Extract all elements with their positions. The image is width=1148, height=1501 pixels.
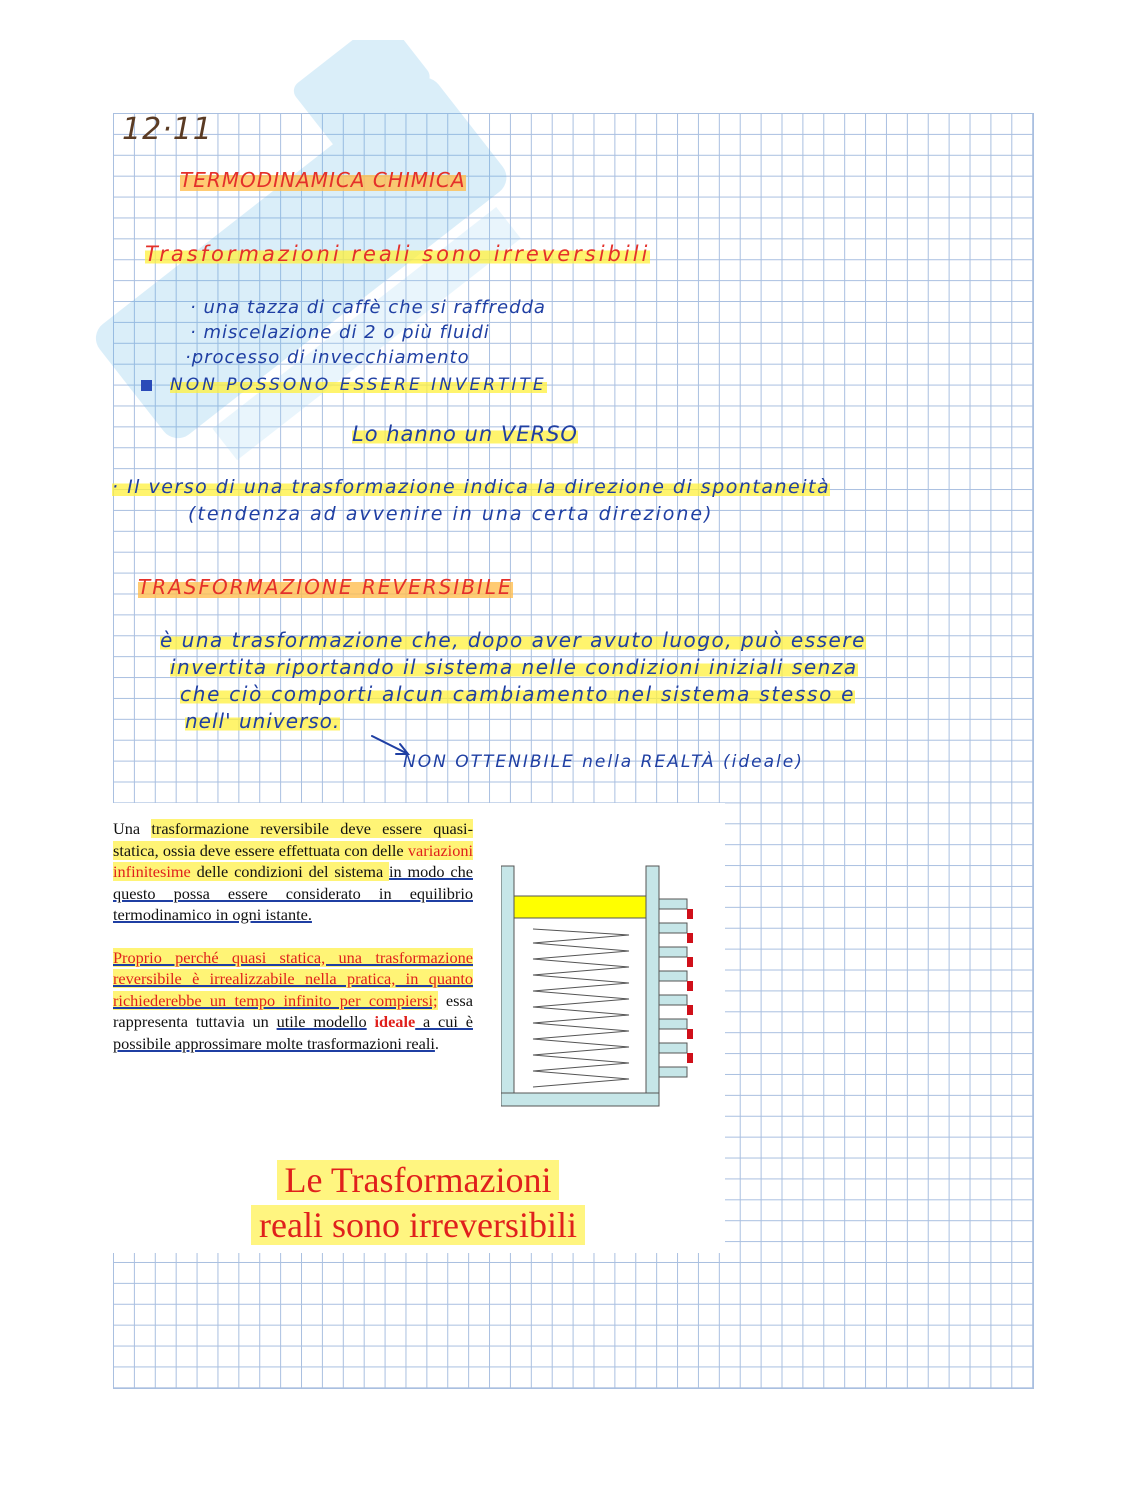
definition-line-text: nell' universo. <box>185 709 341 733</box>
definition-line <box>160 628 866 652</box>
notes-title <box>180 168 466 192</box>
slide-paragraph-2 <box>113 947 473 1055</box>
text-span: Proprio perché quasi statica, una trasformazione reversibile è irrealizzabile nella pratica, in quanto richiederebbe un tempo infinito per compiersi; <box>113 947 473 1010</box>
definition-line <box>180 682 855 706</box>
not-invertible-text: NON POSSONO ESSERE INVERTITE <box>170 375 547 395</box>
slide-title <box>183 1158 653 1248</box>
text-span: . <box>434 1033 439 1053</box>
piston-cylinder-diagram <box>501 861 701 1111</box>
have-direction-text: Lo hanno un VERSO <box>352 422 578 446</box>
not-obtainable-note: NON OTTENIBILE nella REALTÀ (ideale) <box>403 752 804 772</box>
text-span: delle condizioni del sistema <box>190 862 389 881</box>
definition-line-text: è una trasformazione che, dopo aver avuto luogo, può essere <box>160 628 866 652</box>
text-span: essa rappresenta tuttavia un <box>113 990 473 1031</box>
text-span: ideale <box>374 1012 416 1031</box>
heading-reversible <box>138 575 513 599</box>
text-span: in modo che questo possa essere considerato in equilibrio termodinamico in ogni istante. <box>113 862 473 924</box>
example-item: ·processo di invecchiamento <box>185 347 470 368</box>
definition-line-text: che ciò comporti alcun cambiamento nel sistema stesso e <box>180 682 856 706</box>
verso-line-1 <box>112 476 830 498</box>
verso-line-1-text: · Il verso di una trasformazione indica la direzione di spontaneità <box>112 476 831 498</box>
slide-title-line-1 <box>183 1158 653 1203</box>
definition-line <box>185 709 340 733</box>
example-item: · miscelazione di 2 o più fluidi <box>190 322 490 343</box>
definition-line-text: invertita riportando il sistema nelle condizioni iniziali senza <box>170 655 858 679</box>
heading-reversible-text: TRASFORMAZIONE REVERSIBILE <box>138 575 513 599</box>
pasted-slide <box>113 803 725 1253</box>
slide-title-line-2 <box>183 1203 653 1248</box>
heading-irreversible-text: Trasformazioni reali sono irreversibili <box>145 242 651 266</box>
example-item: · una tazza di caffè che si raffredda <box>190 297 546 318</box>
have-direction-note <box>352 422 578 446</box>
notes-title-text: TERMODINAMICA CHIMICA <box>180 168 466 192</box>
bullet-square-icon <box>141 380 152 391</box>
slide-title-text: reali sono irreversibili <box>251 1205 585 1245</box>
text-span: variazioni infinitesime <box>113 840 473 881</box>
verso-line-2: (tendenza ad avvenire in una certa direzione) <box>188 503 714 525</box>
slide-title-text: Le Trasformazioni <box>277 1160 560 1200</box>
slide-body <box>113 818 473 1075</box>
text-span: a cui è possibile approssimare molte trasformazioni reali <box>113 1012 473 1053</box>
text-span: Una <box>113 819 152 838</box>
text-span: utile modello <box>276 1012 367 1031</box>
slide-paragraph-1 <box>113 818 473 926</box>
text-span: effettuata con delle <box>274 840 408 860</box>
not-invertible-note <box>170 375 547 395</box>
heading-irreversible <box>145 242 650 266</box>
date-note: 12·11 <box>122 112 213 147</box>
text-span: trasformazione reversibile deve essere quasi-statica, ossia deve essere <box>113 819 473 860</box>
definition-line <box>170 655 858 679</box>
